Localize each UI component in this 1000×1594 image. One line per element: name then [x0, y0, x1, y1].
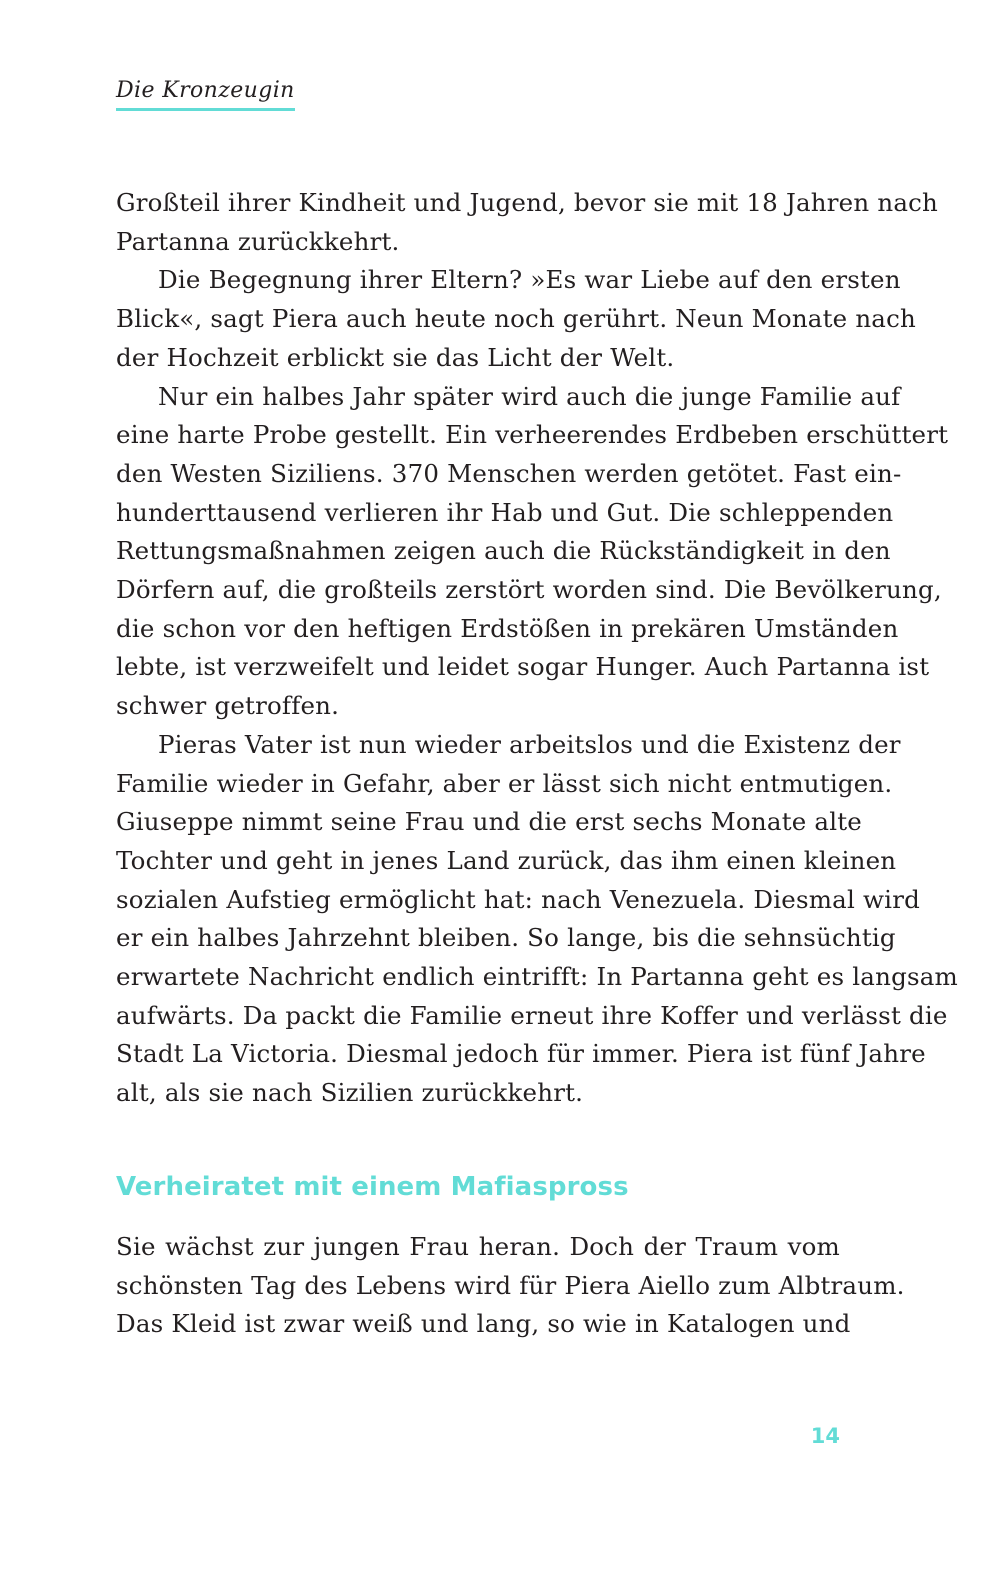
text-line: den Westen Siziliens. 370 Menschen werden getötet. Fast ein- — [116, 458, 902, 488]
text-line: Dörfern auf, die großteils zerstört worden sind. Die Bevölkerung, — [116, 575, 942, 605]
text-line: hunderttausend verlieren ihr Hab und Gut. Die schleppenden — [116, 497, 894, 527]
body-text-section-2 — [116, 1228, 905, 1344]
text-line: Die Begegnung ihrer Eltern? »Es war Liebe auf den ersten — [158, 265, 901, 295]
text-line: der Hochzeit erblickt sie das Licht der Welt. — [116, 342, 675, 372]
section-heading: Verheiratet mit einem Mafiaspross — [116, 1172, 629, 1202]
text-line: er ein halbes Jahrzehnt bleiben. So lange, bis die sehnsüchtig — [116, 923, 896, 953]
text-line: die schon vor den heftigen Erdstößen in prekären Umständen — [116, 613, 899, 643]
text-line: Das Kleid ist zwar weiß und lang, so wie in Katalogen und — [116, 1309, 851, 1339]
text-line: Partanna zurückkehrt. — [116, 226, 400, 256]
text-line: Blick«, sagt Piera auch heute noch gerührt. Neun Monate nach — [116, 304, 917, 334]
text-line: Pieras Vater ist nun wieder arbeitslos und die Existenz der — [158, 729, 901, 759]
text-line: Giuseppe nimmt seine Frau und die erst sechs Monate alte — [116, 807, 863, 837]
text-line: Großteil ihrer Kindheit und Jugend, bevor sie mit 18 Jahren nach — [116, 188, 939, 217]
text-line: Familie wieder in Gefahr, aber er lässt sich nicht entmutigen. — [116, 768, 893, 798]
text-line: sozialen Aufstieg ermöglicht hat: nach Venezuela. Diesmal wird — [116, 884, 921, 914]
text-line: aufwärts. Da packt die Familie erneut ihre Koffer und verlässt die — [116, 1000, 948, 1030]
text-line: schwer getroffen. — [116, 691, 340, 721]
page-number: 14 — [810, 1424, 840, 1448]
text-line: Tochter und geht in jenes Land zurück, das ihm einen kleinen — [116, 845, 897, 875]
text-line: lebte, ist verzweifelt und leidet sogar Hunger. Auch Partanna ist — [116, 652, 930, 682]
text-line: erwartete Nachricht endlich eintrifft: In Partanna geht es langsam — [116, 962, 958, 992]
text-line: Sie wächst zur jungen Frau heran. Doch der Traum vom — [116, 1232, 840, 1261]
text-line: Rettungsmaßnahmen zeigen auch die Rückständigkeit in den — [116, 536, 891, 566]
body-text-section-1 — [116, 184, 958, 1113]
text-line: Stadt La Victoria. Diesmal jedoch für immer. Piera ist fünf Jahre — [116, 1039, 926, 1069]
text-line: Nur ein halbes Jahr später wird auch die junge Familie auf — [158, 381, 901, 411]
text-line: schönsten Tag des Lebens wird für Piera Aiello zum Albtraum. — [116, 1270, 905, 1300]
running-title: Die Kronzeugin — [116, 78, 295, 111]
text-line: eine harte Probe gestellt. Ein verheerendes Erdbeben erschüttert — [116, 420, 949, 450]
text-line: alt, als sie nach Sizilien zurückkehrt. — [116, 1078, 584, 1108]
